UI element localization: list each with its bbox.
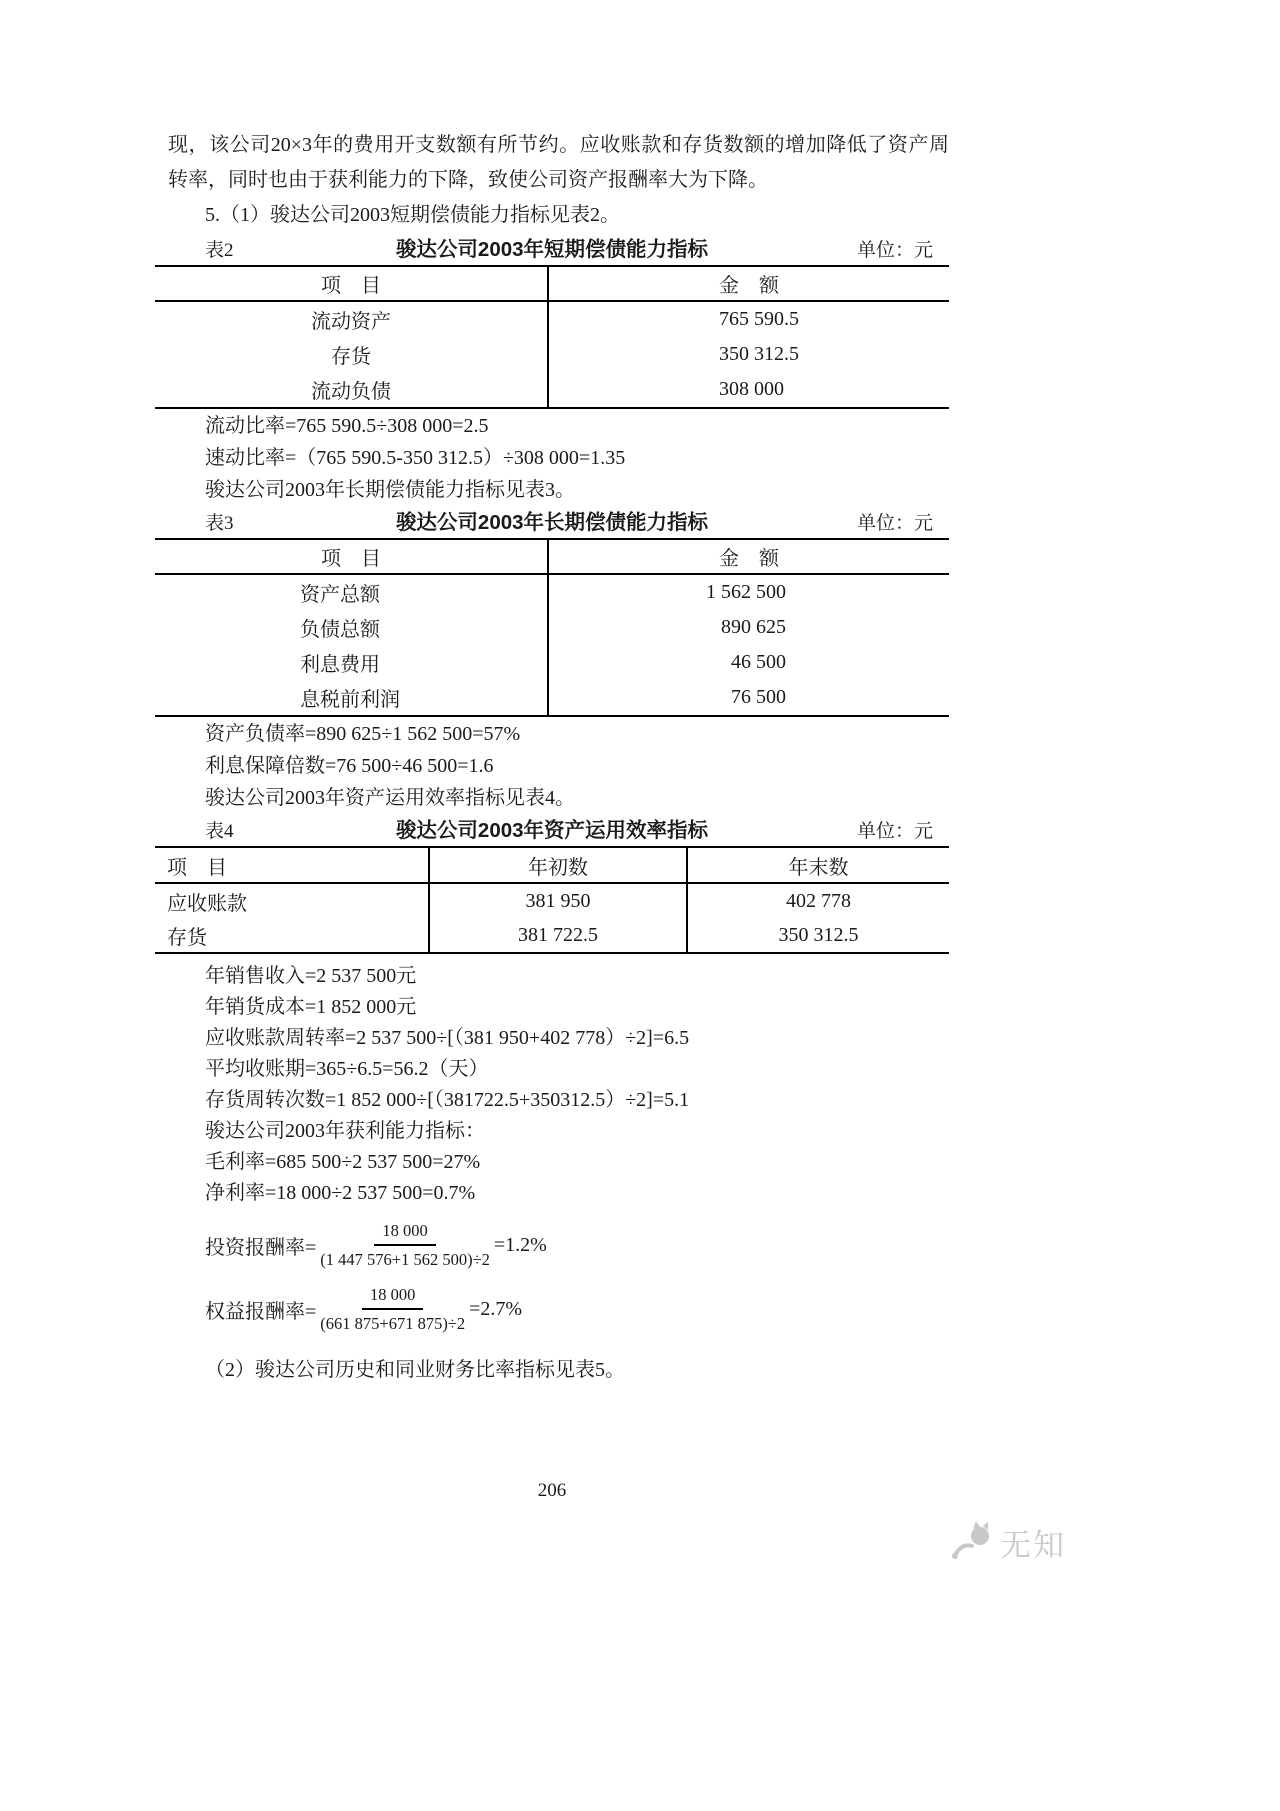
- formula-line: 年销售收入=2 537 500元: [205, 965, 417, 987]
- table-row: [155, 372, 949, 407]
- watermark-text: 无知: [1000, 1528, 1066, 1563]
- cell-amount: 890 625: [721, 616, 786, 638]
- cell-begin: 381 722.5: [430, 918, 688, 952]
- table4-asset-efficiency: [155, 846, 949, 954]
- formula-line: 净利率=18 000÷2 537 500=0.7%: [205, 1182, 476, 1204]
- lead-line: 骏达公司2003年资产运用效率指标见表4。: [205, 787, 575, 809]
- formula-line: 存货周转次数=1 852 000÷[（381722.5+350312.5）÷2]=5.1: [205, 1089, 690, 1111]
- cell-amount: 765 590.5: [719, 308, 799, 330]
- table2-tag: 表2: [205, 240, 234, 261]
- cell-item: 负债总额: [155, 610, 549, 645]
- table4-unit: 单位：元: [856, 821, 933, 842]
- table2-unit: 单位：元: [856, 240, 933, 261]
- table3-caption: [155, 506, 949, 538]
- document-page: [155, 128, 949, 1388]
- fraction: [320, 1284, 465, 1335]
- formula-line: 资产负债率=890 625÷1 562 500=57%: [205, 723, 521, 745]
- cell-end: 402 778: [786, 889, 851, 912]
- header-amount: 金 额: [719, 548, 779, 570]
- table-row: [155, 645, 949, 680]
- table3-notes: [155, 718, 949, 814]
- table-header-row: [155, 540, 949, 575]
- roe-formula: [155, 1281, 949, 1337]
- formula-line: 应收账款周转率=2 537 500÷[（381 950+402 778）÷2]=6.5: [205, 1027, 690, 1049]
- cat-logo-icon: [950, 1520, 994, 1565]
- table4-caption: [155, 814, 949, 846]
- table-header-row: [155, 848, 949, 884]
- cell-amount: 1 562 500: [706, 581, 786, 603]
- item5-line: 5.（1）骏达公司2003短期偿债能力指标见表2。: [205, 204, 620, 226]
- table3-unit: 单位：元: [856, 513, 933, 534]
- cell-item: 流动资产: [155, 302, 549, 337]
- table2-notes: [155, 410, 949, 506]
- cell-amount: 350 312.5: [719, 343, 799, 365]
- table-row: [155, 575, 949, 610]
- fraction-numerator: 18 000: [362, 1284, 423, 1310]
- watermark: [950, 1520, 1066, 1565]
- cell-item: 应收账款: [155, 884, 430, 918]
- lead-line: 骏达公司2003年长期偿债能力指标见表3。: [205, 479, 575, 501]
- table-row: [155, 337, 949, 372]
- fraction: [320, 1220, 490, 1271]
- table3-long-term-solvency: [155, 538, 949, 717]
- formula-result: =1.2%: [493, 1233, 547, 1256]
- roi-formula: [155, 1217, 949, 1273]
- page-number: 206: [537, 1480, 567, 1501]
- table-row: [155, 610, 949, 645]
- header-item: 项 目: [155, 540, 549, 573]
- table3-tag: 表3: [205, 513, 234, 534]
- cell-item: 利息费用: [155, 645, 549, 680]
- header-amount: 金 额: [719, 275, 779, 297]
- cell-item: 存货: [155, 918, 430, 952]
- cell-item: 存货: [155, 337, 549, 372]
- fraction-denominator: (1 447 576+1 562 500)÷2: [320, 1250, 490, 1269]
- table4-title: 骏达公司2003年资产运用效率指标: [395, 819, 709, 842]
- table-row: [155, 302, 949, 337]
- fraction-denominator: (661 875+671 875)÷2: [320, 1314, 466, 1333]
- cell-item: 息税前利润: [155, 680, 549, 715]
- formula-label: 投资报酬率=: [205, 1236, 317, 1259]
- cell-amount: 308 000: [719, 378, 784, 400]
- intro-paragraph: 现，该公司20×3年的费用开支数额有所节约。应收账款和存货数额的增加降低了资产周转率，同时也由于获利能力的下降，致使公司资产报酬率大为下降。: [168, 134, 949, 191]
- header-item: 项 目: [155, 848, 430, 882]
- table2-title: 骏达公司2003年短期偿债能力指标: [395, 238, 709, 261]
- formula-line: 毛利率=685 500÷2 537 500=27%: [205, 1151, 481, 1173]
- table4-tag: 表4: [205, 821, 234, 842]
- formula-result: =2.7%: [469, 1297, 523, 1320]
- formula-line: 流动比率=765 590.5÷308 000=2.5: [205, 415, 489, 437]
- table-row: [155, 680, 949, 715]
- formula-line: 平均收账期=365÷6.5=56.2（天）: [205, 1058, 489, 1080]
- table4-notes: [155, 961, 949, 1209]
- formula-line: 年销货成本=1 852 000元: [205, 996, 417, 1018]
- formula-label: 权益报酬率=: [205, 1300, 317, 1323]
- closing-line: （2）骏达公司历史和同业财务比率指标见表5。: [205, 1359, 625, 1381]
- formula-line: 速动比率=（765 590.5-350 312.5）÷308 000=1.35: [205, 447, 626, 469]
- cell-amount: 46 500: [731, 651, 786, 673]
- header-begin: 年初数: [430, 848, 688, 882]
- formula-line: 利息保障倍数=76 500÷46 500=1.6: [205, 755, 494, 777]
- lead-line: 骏达公司2003年获利能力指标：: [205, 1120, 485, 1142]
- cell-item: 流动负债: [155, 372, 549, 407]
- header-item: 项 目: [155, 267, 549, 300]
- table-header-row: [155, 267, 949, 302]
- table2-caption: [155, 233, 949, 265]
- cell-item: 资产总额: [155, 575, 549, 610]
- table2-short-term-solvency: [155, 265, 949, 409]
- header-end: 年末数: [788, 856, 849, 879]
- fraction-numerator: 18 000: [374, 1220, 435, 1246]
- cell-end: 350 312.5: [778, 923, 859, 946]
- table3-title: 骏达公司2003年长期偿债能力指标: [395, 511, 709, 534]
- table-row: [155, 884, 949, 918]
- cell-amount: 76 500: [731, 686, 786, 708]
- cell-begin: 381 950: [430, 884, 688, 918]
- table-row: [155, 918, 949, 952]
